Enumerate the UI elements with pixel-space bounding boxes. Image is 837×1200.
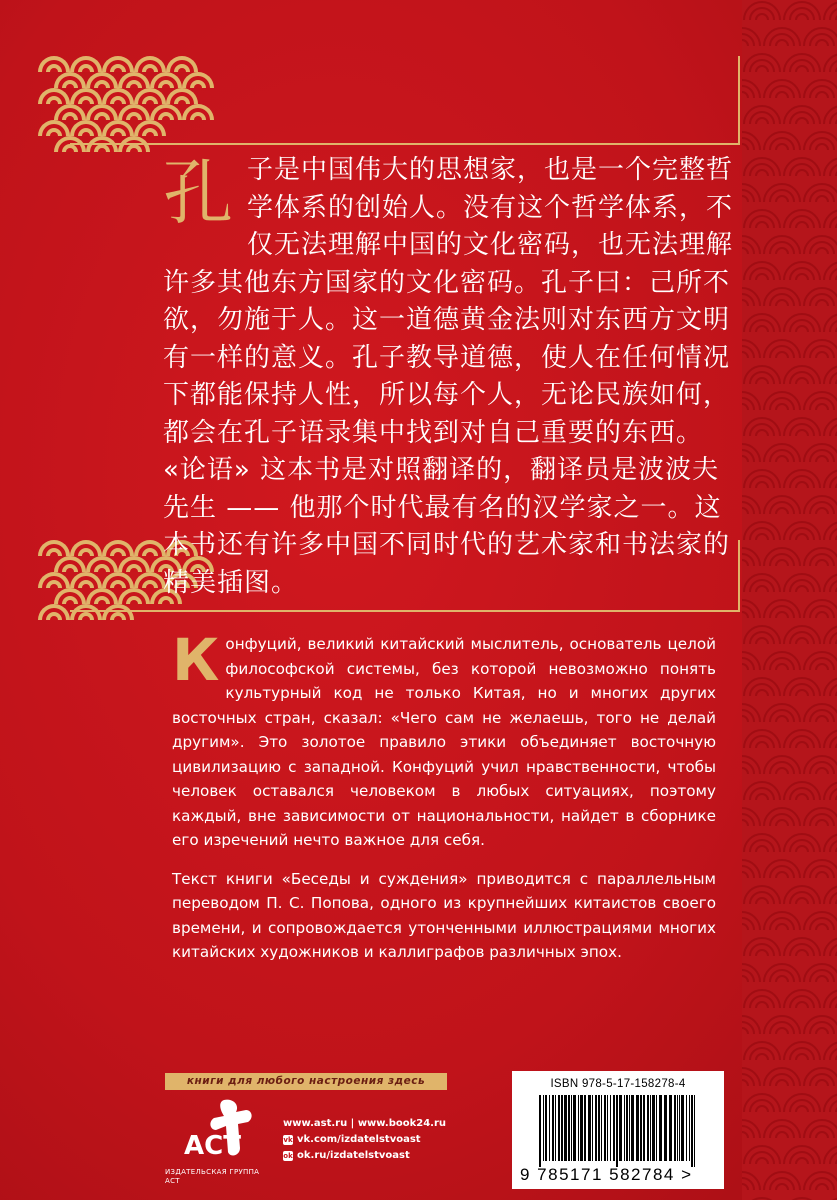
- barcode-digits: 9 785171 582784 >: [520, 1165, 693, 1184]
- publisher-websites: [283, 1116, 483, 1164]
- websites-link[interactable]: www.ast.ru | www.book24.ru: [283, 1118, 447, 1129]
- middle-vertical-line: [738, 540, 740, 612]
- publisher-caption: ИЗДАТЕЛЬСКАЯ ГРУППА АСТ: [165, 1168, 260, 1185]
- ok-link[interactable]: ok.ru/izdatelstvoast: [297, 1150, 410, 1161]
- vk-icon: vk: [283, 1136, 293, 1144]
- isbn-barcode-box: [512, 1071, 724, 1189]
- isbn-label: ISBN 978-5-17-158278-4: [550, 1078, 686, 1090]
- chinese-description: [163, 152, 733, 602]
- ast-logo: [180, 1096, 260, 1166]
- ok-icon: ok: [283, 1152, 293, 1160]
- russian-initial-letter: К: [172, 626, 220, 694]
- chinese-paragraph-1: 子是中国伟大的思想家，也是一个完整哲学体系的创始人。没有这个哲学体系，不仅无法理解中国的文化密码，也无法理解许多其他东方国家的文化密码。孔子曰：己所不欲，勿施于人。这一道德黄金法则对东西方文明有一样的意义。孔子教导道德，使人在任何情况下都能保持人性，所以每个人，无论民族如何，都会在孔子语录集中找到对自己重要的东西。: [163, 155, 734, 448]
- chinese-paragraph-2: «论语» 这本书是对照翻译的，翻译员是波波夫先生 —— 他那个时代最有名的汉学家之一。这本书还有许多中国不同时代的艺术家和书法家的精美插图。: [163, 455, 731, 598]
- top-scale-ornament: [38, 56, 218, 156]
- chinese-initial-character: 孔: [163, 152, 234, 234]
- barcode-image: [539, 1095, 699, 1167]
- vk-row: [283, 1132, 483, 1148]
- logo-text: ACT: [184, 1131, 241, 1161]
- publisher-slogan: книги для любого настроения здесь: [165, 1073, 447, 1090]
- ok-row: [283, 1148, 483, 1164]
- russian-paragraph-1: онфуций, великий китайский мыслитель, основатель целой философской системы, без которой невозможно понять культурный код не только Китая, но и многих других восточных стран, сказал: «Чего сам не желаешь, того не делай другим». Это золотое правило этики объединяет восточную цивилизацию с западной. Конфуций учил нравственности, чтобы человек оставался человеком в любых ситуациях, поэтому каждый, вне зависимости от национальности, найдет в сборнике его изречений нечто важное для себя.: [172, 635, 716, 849]
- middle-divider-line: [70, 610, 740, 612]
- side-scale-pattern: [742, 0, 837, 1200]
- vk-link[interactable]: vk.com/izdatelstvoast: [297, 1134, 421, 1145]
- top-vertical-line: [738, 56, 740, 145]
- websites-row: [283, 1116, 483, 1132]
- russian-paragraph-2: Текст книги «Беседы и суждения» приводится с параллельным переводом П. С. Попова, одного из крупнейших китаистов своего времени, и сопровождается утонченными иллюстрациями многих китайских художников и каллиграфов различных эпох.: [172, 869, 716, 961]
- russian-description: [172, 626, 716, 979]
- top-divider-line: [70, 143, 740, 145]
